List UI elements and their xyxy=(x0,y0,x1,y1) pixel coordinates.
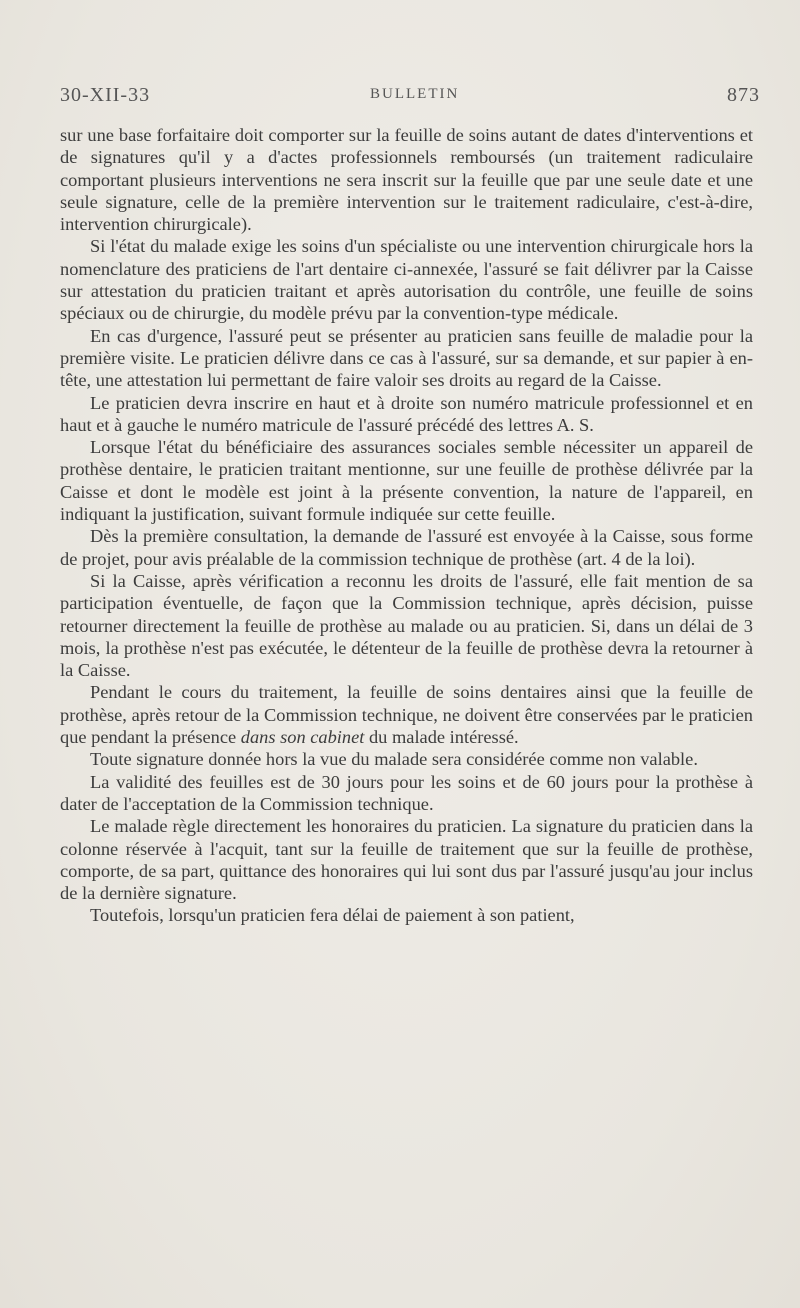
paragraph: Le praticien devra inscrire en haut et à droite son numéro matricule professionnel et en haut et à gauche le numéro matricule de l'assuré précédé des lettres A. S. xyxy=(60,392,753,435)
header-date: 30-XII-33 xyxy=(60,84,151,106)
paragraph: En cas d'urgence, l'assuré peut se présenter au praticien sans feuille de maladie pour la première visite. Le praticien délivre dans ce cas à l'assuré, sur sa demande, et sur papier à en-tête, une attestation lui permettant de faire valoir ses droits au regard de la Caisse. xyxy=(60,325,753,391)
paragraph: Lorsque l'état du bénéficiaire des assurances sociales semble nécessiter un appareil de prothèse dentaire, le praticien traitant mentionne, sur une feuille de prothèse délivrée par la Caisse et dont le modèle est joint à la présente convention, la nature de l'appareil, en indiquant la justification, suivant formule indiquée sur cette feuille. xyxy=(60,437,753,525)
italic-text: dans son cabinet xyxy=(240,727,365,748)
paragraph: Toutefois, lorsqu'un praticien fera délai de paiement à son patient, xyxy=(90,905,575,926)
paragraph-text: du malade intéressé. xyxy=(364,727,519,748)
running-header xyxy=(60,84,760,114)
paragraph: Si l'état du malade exige les soins d'un spécialiste ou une intervention chirurgicale hors la nomenclature des praticiens de l'art dentaire ci-annexée, l'assuré se fait délivrer par la Caisse sur attestation du praticien traitant et après autorisation du contrôle, une feuille de soins spéciaux ou de chirurgie, du modèle prévu par la convention-type médicale. xyxy=(60,236,753,324)
paragraph xyxy=(60,681,753,748)
paragraph: Toute signature donnée hors la vue du malade sera considérée comme non valable. xyxy=(90,749,698,770)
header-title: BULLETIN xyxy=(370,86,460,102)
body-text xyxy=(60,124,753,927)
page-number: 873 xyxy=(727,84,760,106)
paragraph: La validité des feuilles est de 30 jours pour les soins et de 60 jours pour la prothèse à dater de l'acceptation de la Commission technique. xyxy=(60,771,753,814)
paragraph: sur une base forfaitaire doit comporter sur la feuille de soins autant de dates d'interventions et de signatures qu'il y a d'actes professionnels remboursés (un traitement radiculaire comportant plusieurs interventions ne sera inscrit sur la feuille que par une seule date et une seule signature, celle de la première intervention sur le traitement radiculaire, c'est-à-dire, intervention chirurgicale). xyxy=(60,125,753,235)
paragraph-text: Pendant le cours du traitement, la feuille de soins dentaires ainsi que la feuille de prothèse, après retour de la Commission technique, ne doivent être conservées par le praticien que pendant la présence xyxy=(60,682,753,748)
paragraph: Si la Caisse, après vérification a reconnu les droits de l'assuré, elle fait mention de sa participation éventuelle, de façon que la Commission technique, après décision, puisse retourner directement la feuille de prothèse au malade ou au praticien. Si, dans un délai de 3 mois, la prothèse n'est pas exécutée, le détenteur de la feuille de prothèse devra la retourner à la Caisse. xyxy=(60,570,753,681)
paragraph: Dès la première consultation, la demande de l'assuré est envoyée à la Caisse, sous forme de projet, pour avis préalable de la commission technique de prothèse (art. 4 de la loi). xyxy=(60,526,753,569)
paragraph: Le malade règle directement les honoraires du praticien. La signature du praticien dans la colonne réservée à l'acquit, tant sur la feuille de traitement que sur la feuille de prothèse, comporte, de sa part, quittance des honoraires qui lui sont dus par l'assuré jusqu'au jour inclus de la dernière signature. xyxy=(60,816,753,904)
